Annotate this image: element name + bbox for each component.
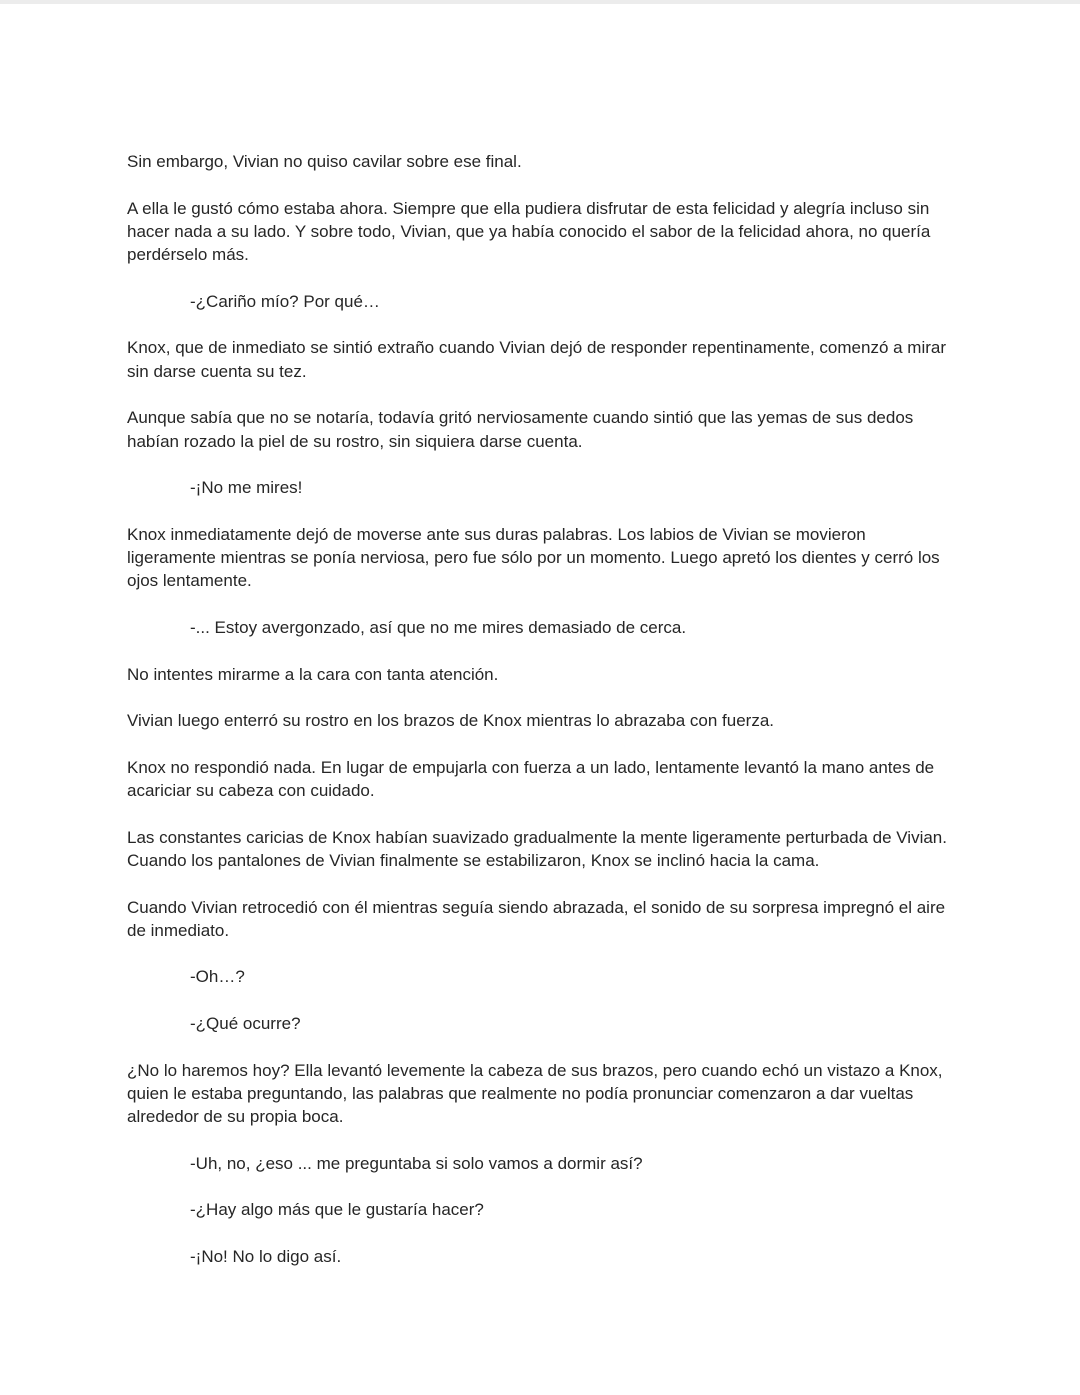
top-edge-strip [0, 0, 1080, 4]
dialogue-line: -¡No me mires! [190, 478, 303, 498]
paragraph: Cuando Vivian retrocedió con él mientras seguía siendo abrazada, el sonido de su sorpresa impregnó el aire de inmediato. [127, 897, 946, 940]
dialogue-line: -¿Cariño mío? Por qué… [190, 291, 380, 311]
dialogue-line: -Uh, no, ¿eso ... me preguntaba si solo vamos a dormir así? [190, 1153, 643, 1173]
dialogue-line: -¡No! No lo digo así. [190, 1246, 342, 1266]
paragraph: Knox no respondió nada. En lugar de empujarla con fuerza a un lado, lentamente levantó la mano antes de acariciar su cabeza con cuidado. [127, 757, 935, 801]
dialogue-line: -¿Qué ocurre? [190, 1013, 301, 1033]
paragraph: A ella le gustó cómo estaba ahora. Siempre que ella pudiera disfrutar de esta felicidad y alegría incluso sin hacer nada a su lado. Y sobre todo, Vivian, que ya había conocido el sabor de la felicidad ahora, no quería perdérselo más. [127, 198, 931, 265]
paragraph: Sin embargo, Vivian no quiso cavilar sobre ese final. [127, 152, 522, 171]
paragraph: Knox inmediatamente dejó de moverse ante sus duras palabras. Los labios de Vivian se movieron ligeramente mientras se ponía nerviosa, pero fue sólo por un momento. Luego apretó los dientes y cerró los ojos lentamente. [127, 524, 940, 591]
dialogue-line: -Oh…? [190, 967, 245, 987]
dialogue-line: -¿Hay algo más que le gustaría hacer? [190, 1200, 484, 1220]
dialogue-line: -... Estoy avergonzado, así que no me mires demasiado de cerca. [190, 617, 687, 637]
paragraph: ¿No lo haremos hoy? Ella levantó levemente la cabeza de sus brazos, pero cuando echó un vistazo a Knox, quien le estaba preguntando, las palabras que realmente no podía pronunciar comenzaron a dar vueltas alrededor de su propia boca. [127, 1060, 943, 1127]
paragraph: Las constantes caricias de Knox habían suavizado gradualmente la mente ligeramente perturbada de Vivian. Cuando los pantalones de Vivian finalmente se estabilizaron, Knox se inclinó hacia la cama. [127, 827, 947, 870]
document-page [127, 150, 957, 1292]
paragraph: No intentes mirarme a la cara con tanta atención. [127, 664, 499, 684]
paragraph: Vivian luego enterró su rostro en los brazos de Knox mientras lo abrazaba con fuerza. [127, 711, 774, 731]
paragraph: Knox, que de inmediato se sintió extraño cuando Vivian dejó de responder repentinamente, comenzó a mirar sin darse cuenta su tez. [127, 338, 947, 381]
paragraph: Aunque sabía que no se notaría, todavía gritó nerviosamente cuando sintió que las yemas de sus dedos habían rozado la piel de su rostro, sin siquiera darse cuenta. [127, 408, 914, 451]
